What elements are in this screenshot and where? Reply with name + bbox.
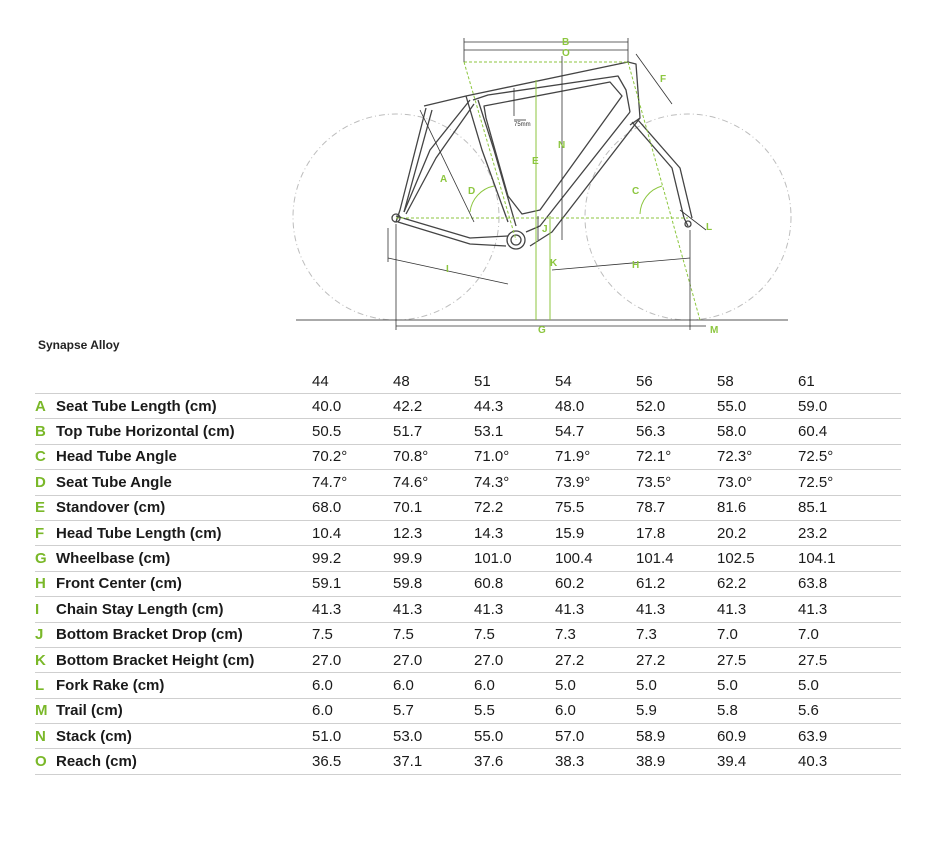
table-cell: 15.9 — [555, 520, 636, 545]
diagram-label-i: I — [446, 264, 449, 275]
diagram-label-a: A — [440, 174, 448, 185]
table-cell: 6.0 — [474, 673, 555, 698]
table-cell: 72.2 — [474, 495, 555, 520]
row-letter: K — [35, 647, 56, 672]
table-cell: 55.0 — [717, 394, 798, 419]
table-cell: 58.0 — [717, 419, 798, 444]
table-cell: 81.6 — [717, 495, 798, 520]
diagram-label-h: H — [632, 260, 640, 271]
diagram-label-l: L — [706, 222, 713, 233]
table-cell: 73.9° — [555, 470, 636, 495]
diagram-label-b: B — [562, 37, 570, 48]
row-letter: E — [35, 495, 56, 520]
table-cell: 72.1° — [636, 444, 717, 469]
size-header-row — [35, 369, 901, 394]
table-cell: 57.0 — [555, 724, 636, 749]
table-cell: 37.1 — [393, 749, 474, 774]
table-cell: 74.7° — [312, 470, 393, 495]
table-cell: 51.0 — [312, 724, 393, 749]
table-cell: 42.2 — [393, 394, 474, 419]
row-letter: H — [35, 571, 56, 596]
table-cell: 5.7 — [393, 698, 474, 723]
table-row — [35, 520, 901, 545]
table-row — [35, 724, 901, 749]
table-cell: 6.0 — [555, 698, 636, 723]
table-cell: 7.3 — [555, 622, 636, 647]
table-cell: 60.2 — [555, 571, 636, 596]
size-header: 44 — [312, 372, 329, 390]
table-cell: 63.9 — [798, 724, 901, 749]
table-row — [35, 444, 901, 469]
table-cell: 12.3 — [393, 520, 474, 545]
table-cell: 62.2 — [717, 571, 798, 596]
table-row — [35, 546, 901, 571]
row-letter: L — [35, 673, 56, 698]
table-cell: 5.8 — [717, 698, 798, 723]
table-cell: 48.0 — [555, 394, 636, 419]
table-row — [35, 698, 901, 723]
row-label: Stack (cm) — [56, 724, 312, 749]
table-cell: 27.0 — [393, 647, 474, 672]
diagram-label-f: F — [660, 74, 667, 85]
table-cell: 5.6 — [798, 698, 901, 723]
table-cell: 51.7 — [393, 419, 474, 444]
table-row — [35, 749, 901, 774]
row-label: Reach (cm) — [56, 749, 312, 774]
table-cell: 7.0 — [717, 622, 798, 647]
table-cell: 6.0 — [312, 698, 393, 723]
size-header: 61 — [798, 372, 815, 390]
table-cell: 7.5 — [474, 622, 555, 647]
row-label: Seat Tube Length (cm) — [56, 394, 312, 419]
table-cell: 41.3 — [717, 597, 798, 622]
table-row — [35, 597, 901, 622]
table-cell: 20.2 — [717, 520, 798, 545]
row-letter: G — [35, 546, 56, 571]
table-cell: 44.3 — [474, 394, 555, 419]
size-header: 51 — [474, 372, 491, 390]
row-label: Trail (cm) — [56, 698, 312, 723]
table-cell: 54.7 — [555, 419, 636, 444]
row-label: Front Center (cm) — [56, 571, 312, 596]
table-cell: 74.3° — [474, 470, 555, 495]
table-cell: 101.4 — [636, 546, 717, 571]
row-letter: J — [35, 622, 56, 647]
table-cell: 41.3 — [312, 597, 393, 622]
bike-geometry-diagram — [0, 0, 950, 340]
table-cell: 14.3 — [474, 520, 555, 545]
table-cell: 17.8 — [636, 520, 717, 545]
row-label: Chain Stay Length (cm) — [56, 597, 312, 622]
table-cell: 7.0 — [798, 622, 901, 647]
table-cell: 59.1 — [312, 571, 393, 596]
table-cell: 59.8 — [393, 571, 474, 596]
table-cell: 53.0 — [393, 724, 474, 749]
table-cell: 5.0 — [636, 673, 717, 698]
table-cell: 61.2 — [636, 571, 717, 596]
diagram-label-k: K — [550, 258, 558, 269]
row-letter: C — [35, 444, 56, 469]
row-label: Head Tube Angle — [56, 444, 312, 469]
diagram-label-c: C — [632, 186, 640, 197]
diagram-label-j: J — [542, 224, 548, 235]
table-cell: 101.0 — [474, 546, 555, 571]
table-cell: 27.5 — [717, 647, 798, 672]
table-cell: 59.0 — [798, 394, 901, 419]
table-cell: 60.9 — [717, 724, 798, 749]
row-letter: D — [35, 470, 56, 495]
diagram-label-o: O — [562, 48, 570, 59]
table-cell: 27.2 — [636, 647, 717, 672]
table-cell: 75.5 — [555, 495, 636, 520]
table-cell: 56.3 — [636, 419, 717, 444]
table-cell: 40.3 — [798, 749, 901, 774]
table-cell: 72.3° — [717, 444, 798, 469]
diagram-label-d: D — [468, 186, 476, 197]
table-cell: 41.3 — [393, 597, 474, 622]
table-row — [35, 394, 901, 419]
table-cell: 50.5 — [312, 419, 393, 444]
table-cell: 6.0 — [393, 673, 474, 698]
table-cell: 41.3 — [474, 597, 555, 622]
row-label: Fork Rake (cm) — [56, 673, 312, 698]
geometry-table — [35, 369, 901, 775]
table-cell: 37.6 — [474, 749, 555, 774]
row-letter: M — [35, 698, 56, 723]
table-cell: 41.3 — [555, 597, 636, 622]
table-cell: 71.9° — [555, 444, 636, 469]
table-cell: 63.8 — [798, 571, 901, 596]
diagram-label-g: G — [538, 325, 546, 336]
diagram-label-n: N — [558, 140, 566, 151]
table-cell: 68.0 — [312, 495, 393, 520]
row-letter: O — [35, 749, 56, 774]
table-cell: 27.0 — [312, 647, 393, 672]
table-cell: 58.9 — [636, 724, 717, 749]
row-label: Head Tube Length (cm) — [56, 520, 312, 545]
table-row — [35, 419, 901, 444]
table-cell: 7.5 — [393, 622, 474, 647]
table-cell: 53.1 — [474, 419, 555, 444]
table-cell: 7.5 — [312, 622, 393, 647]
table-cell: 23.2 — [798, 520, 901, 545]
table-cell: 6.0 — [312, 673, 393, 698]
table-cell: 100.4 — [555, 546, 636, 571]
table-cell: 99.2 — [312, 546, 393, 571]
row-label: Standover (cm) — [56, 495, 312, 520]
size-header: 54 — [555, 372, 572, 390]
table-cell: 78.7 — [636, 495, 717, 520]
row-letter: B — [35, 419, 56, 444]
table-cell: 72.5° — [798, 444, 901, 469]
table-row — [35, 495, 901, 520]
table-cell: 70.8° — [393, 444, 474, 469]
row-label: Seat Tube Angle — [56, 470, 312, 495]
front-wheel — [585, 114, 791, 320]
table-cell: 5.0 — [555, 673, 636, 698]
table-cell: 71.0° — [474, 444, 555, 469]
table-cell: 38.3 — [555, 749, 636, 774]
table-cell: 72.5° — [798, 470, 901, 495]
table-cell: 38.9 — [636, 749, 717, 774]
table-cell: 60.4 — [798, 419, 901, 444]
table-cell: 5.0 — [798, 673, 901, 698]
row-letter: I — [35, 597, 56, 622]
table-row — [35, 647, 901, 672]
table-cell: 102.5 — [717, 546, 798, 571]
table-cell: 5.5 — [474, 698, 555, 723]
table-cell: 70.2° — [312, 444, 393, 469]
row-letter: A — [35, 394, 56, 419]
table-cell: 104.1 — [798, 546, 901, 571]
table-cell: 27.0 — [474, 647, 555, 672]
row-label: Wheelbase (cm) — [56, 546, 312, 571]
table-cell: 41.3 — [636, 597, 717, 622]
model-title: Synapse Alloy — [38, 338, 120, 352]
table-cell: 7.3 — [636, 622, 717, 647]
bike-frame — [392, 62, 692, 249]
diagram-label-e: E — [532, 156, 539, 167]
row-label: Top Tube Horizontal (cm) — [56, 419, 312, 444]
diagram-label-m: M — [710, 325, 719, 336]
offset-note: 75mm — [514, 122, 531, 128]
table-cell: 55.0 — [474, 724, 555, 749]
table-cell: 10.4 — [312, 520, 393, 545]
table-cell: 73.0° — [717, 470, 798, 495]
size-header: 48 — [393, 372, 410, 390]
row-letter: N — [35, 724, 56, 749]
table-cell: 5.0 — [717, 673, 798, 698]
table-cell: 27.2 — [555, 647, 636, 672]
table-cell: 74.6° — [393, 470, 474, 495]
table-cell: 73.5° — [636, 470, 717, 495]
size-header: 58 — [717, 372, 734, 390]
table-cell: 40.0 — [312, 394, 393, 419]
table-cell: 52.0 — [636, 394, 717, 419]
reference-lines — [396, 62, 700, 320]
table-cell: 27.5 — [798, 647, 901, 672]
row-label: Bottom Bracket Height (cm) — [56, 647, 312, 672]
table-cell: 41.3 — [798, 597, 901, 622]
table-cell: 36.5 — [312, 749, 393, 774]
table-cell: 70.1 — [393, 495, 474, 520]
table-cell: 99.9 — [393, 546, 474, 571]
table-row — [35, 622, 901, 647]
size-header: 56 — [636, 372, 653, 390]
table-row — [35, 571, 901, 596]
row-letter: F — [35, 520, 56, 545]
table-cell: 60.8 — [474, 571, 555, 596]
table-cell: 5.9 — [636, 698, 717, 723]
table-row — [35, 673, 901, 698]
table-cell: 85.1 — [798, 495, 901, 520]
table-row — [35, 470, 901, 495]
table-cell: 39.4 — [717, 749, 798, 774]
row-label: Bottom Bracket Drop (cm) — [56, 622, 312, 647]
dimension-lines — [388, 38, 706, 330]
